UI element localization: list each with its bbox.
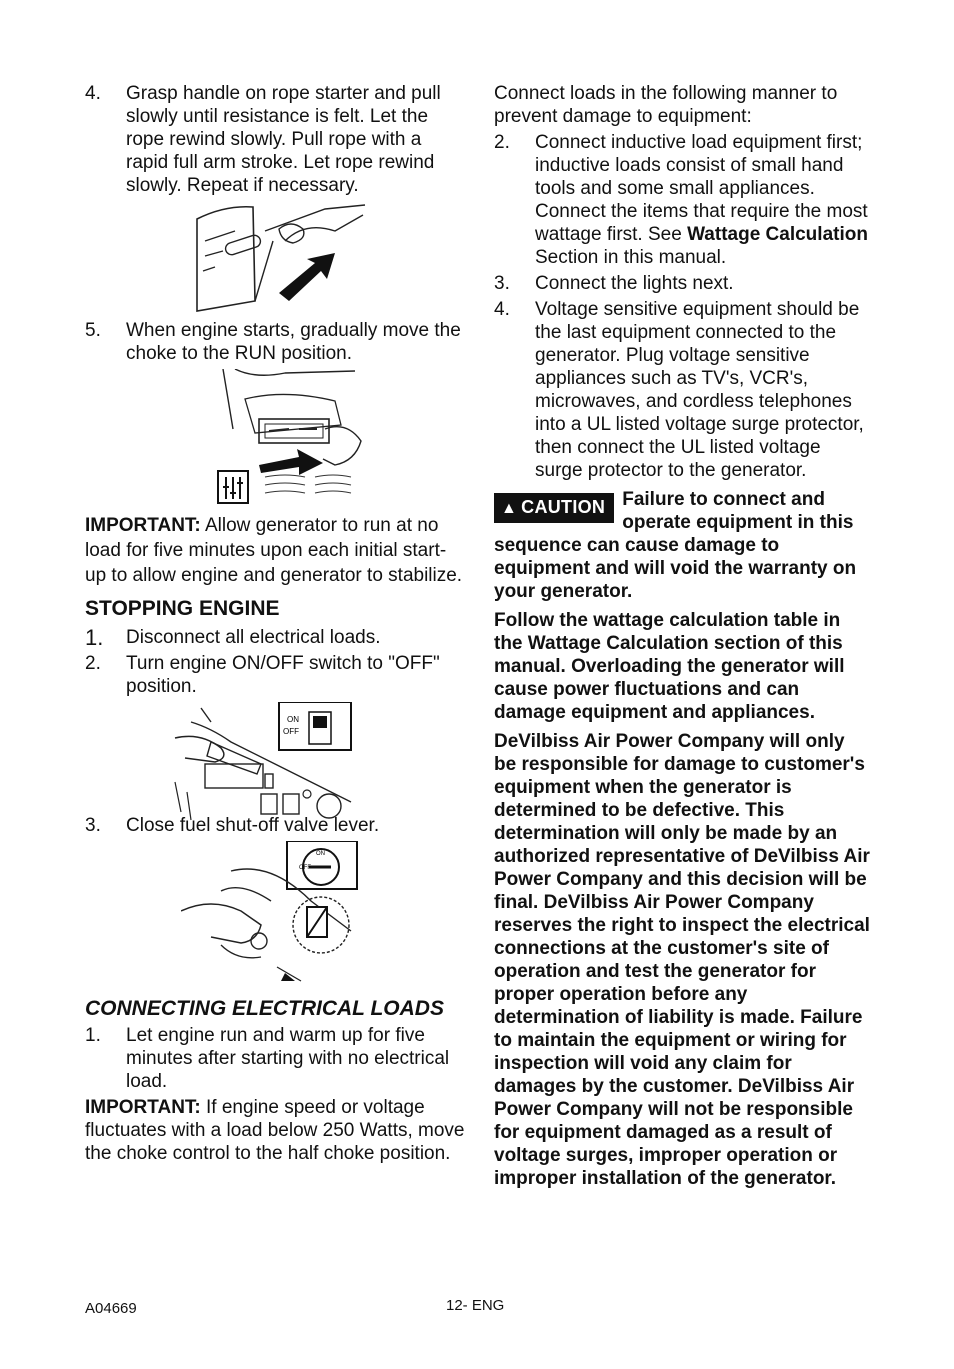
wattage-calculation-ref: Wattage Calculation xyxy=(687,224,868,245)
right-column xyxy=(494,82,870,1196)
load-step-3 xyxy=(494,272,870,295)
step-number: 1. xyxy=(85,1025,101,1046)
step-text: Connect the lights next. xyxy=(535,273,734,294)
fuel-valve-figure xyxy=(181,841,465,985)
switch-on-label: ON xyxy=(287,715,299,724)
step-text-a: Connect inductive load equipment first; inductive loads consist of small hand tools and some small appliances. Connect the items that require the most wattage first. See xyxy=(535,132,868,245)
valve-on-label: ON xyxy=(316,851,325,857)
on-off-switch-figure xyxy=(171,702,465,822)
step-number: 4. xyxy=(85,83,101,104)
step-text: Voltage sensitive equipment should be the last equipment connected to the generator. Plug voltage sensitive appliances such as TV's, VCR's, microwaves, and cordless telephones into a UL listed voltage surge protector, then connect the UL listed voltage surge protector to the generator. xyxy=(535,299,864,481)
choke-lever-figure xyxy=(215,369,465,507)
conn-step-1 xyxy=(85,1024,465,1093)
wattage-warning-paragraph: Follow the wattage calculation table in the Wattage Calculation section of this manual. Overloading the generator will cause power fluctuations and can damage equipment and appliances. xyxy=(494,610,845,723)
caution-text: Failure to connect and operate equipment in this sequence can cause damage to equipment and will void the warranty on your generator. xyxy=(494,489,857,602)
step-number: 1. xyxy=(85,625,104,650)
step-number: 2. xyxy=(494,132,510,153)
step-text: When engine starts, gradually move the choke to the RUN position. xyxy=(126,320,461,364)
liability-paragraph: DeVilbiss Air Power Company will only be responsible for damage to customer's equipment when the generator is determined to be defective. This determination will only be made by an authorized representative of DeVilbiss Air Power Company and this decision will be final. DeVilbiss Air Power Company reserves the right to inspect the electrical connections at the customer's site of operation and test the generator for proper operation before any determination of liability is made. Failure to maintain the equipment or wiring for inspection will void any claim for damages by the customer. DeVilbiss Air Power Company will not be responsible for equipment damaged as a result of voltage surges, improper operation or improper installation of the generator. xyxy=(494,731,870,1189)
step-5 xyxy=(85,319,465,365)
step-text: Disconnect all electrical loads. xyxy=(126,627,381,648)
stopping-engine-heading: STOPPING ENGINE xyxy=(85,597,280,620)
connecting-loads-heading: CONNECTING ELECTRICAL LOADS xyxy=(85,997,444,1020)
caution-notice xyxy=(494,488,870,603)
load-step-2 xyxy=(494,131,870,269)
step-text: Grasp handle on rope starter and pull slowly until resistance is felt. Let the rope rewind slowly. Pull rope with a rapid full arm stroke. Let rope rewind slowly. Repeat if necessary. xyxy=(126,83,441,196)
caution-label: CAUTION xyxy=(521,497,606,517)
step-text: Let engine run and warm up for five minutes after starting with no electrical load. xyxy=(126,1025,450,1092)
valve-off-label: OFF xyxy=(299,865,311,871)
document-code: A04669 xyxy=(85,1300,137,1317)
important-text: If engine speed or voltage fluctuates with a load below 250 Watts, move the choke control to the half choke position. xyxy=(85,1097,465,1164)
important-note-1 xyxy=(85,513,465,588)
left-column xyxy=(85,82,465,1173)
step-4 xyxy=(85,82,465,197)
step-number: 3. xyxy=(494,273,510,294)
important-label: IMPORTANT: xyxy=(85,515,201,536)
step-number: 5. xyxy=(85,320,101,341)
stop-step-1 xyxy=(85,626,465,649)
step-number: 2. xyxy=(85,653,101,674)
step-text-b: Section in this manual. xyxy=(535,247,727,268)
page-number: 12- ENG xyxy=(446,1297,505,1314)
load-step-4 xyxy=(494,298,870,482)
important-label: IMPORTANT: xyxy=(85,1097,201,1118)
important-text: Allow generator to run at no load for five minutes upon each initial start-up to allow engine and generator to stabilize. xyxy=(85,515,463,586)
step-text: Turn engine ON/OFF switch to "OFF" position. xyxy=(126,653,440,697)
important-note-2 xyxy=(85,1096,465,1165)
switch-off-label: OFF xyxy=(283,727,299,736)
stop-step-2 xyxy=(85,652,465,698)
intro-paragraph: Connect loads in the following manner to prevent damage to equipment: xyxy=(494,83,838,127)
rope-starter-figure xyxy=(195,201,465,313)
step-text: Close fuel shut-off valve lever. xyxy=(126,815,380,836)
warning-triangle-icon: ▲ xyxy=(501,500,518,517)
step-text xyxy=(535,131,870,269)
step-number: 3. xyxy=(85,815,101,836)
caution-badge xyxy=(494,493,614,523)
step-number: 4. xyxy=(494,299,510,320)
